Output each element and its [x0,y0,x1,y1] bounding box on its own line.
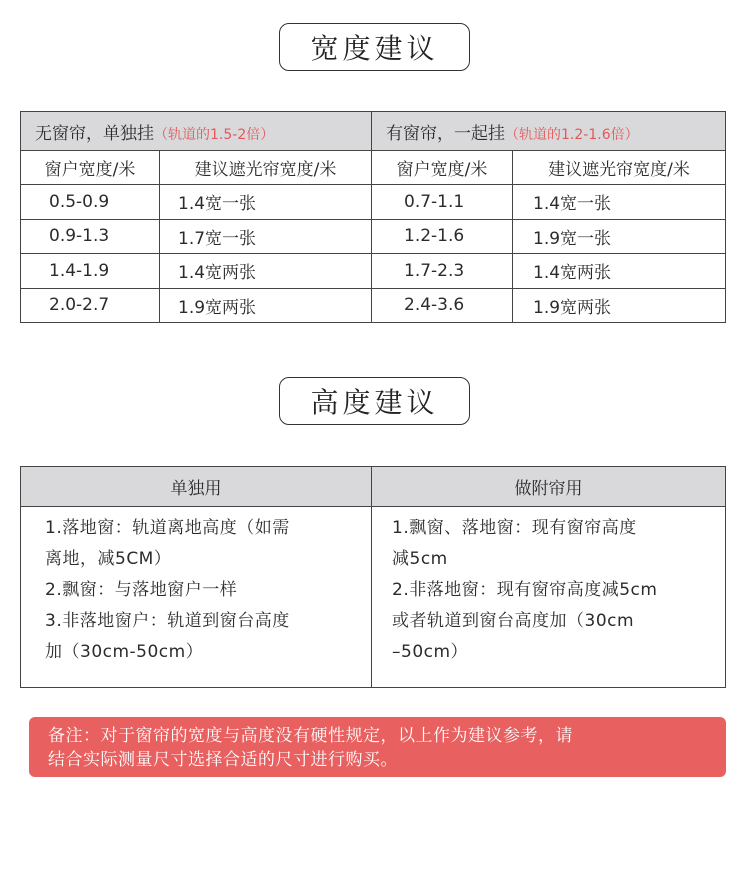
width-section-title: 宽度建议 [279,23,470,71]
no-curtain-label: 无窗帘，单独挂 [35,123,154,144]
note-line: 1.飘窗、落地窗：现有窗帘高度 [392,518,637,538]
height-recommendation-table [20,466,726,688]
table-cell: 1.9宽一张 [513,219,726,254]
height-section-title: 高度建议 [279,377,470,425]
secondary-curtain-header: 做附帘用 [372,467,726,507]
table-cell: 0.5-0.9 [21,185,160,220]
table-row [21,288,726,323]
no-curtain-header [21,112,372,151]
width-table-group-header [21,112,726,151]
table-cell: 1.2-1.6 [372,219,513,254]
secondary-curtain-notes [372,507,726,688]
note-line: 加（30cm-50cm） [45,642,204,662]
table-cell: 1.9宽两张 [513,288,726,323]
table-cell: 1.9宽两张 [160,288,372,323]
with-curtain-ratio-note: （轨道的1.2-1.6倍） [505,126,639,143]
remark-line: 备注：对于窗帘的宽度与高度没有硬性规定，以上作为建议参考，请 [48,726,573,746]
note-line: –50cm） [392,642,469,662]
table-cell: 1.7宽一张 [160,219,372,254]
note-line: 1.落地窗：轨道离地高度（如需 [45,518,290,538]
width-table-column-header [21,151,726,185]
table-row [21,254,726,289]
table-cell: 1.4-1.9 [21,254,160,289]
col-header-blackout-width: 建议遮光帘宽度/米 [160,151,372,185]
note-line: 2.非落地窗：现有窗帘高度减5cm [392,580,658,600]
note-line: 2.飘窗：与落地窗户一样 [45,580,238,600]
table-cell: 1.4宽两张 [160,254,372,289]
table-row [21,219,726,254]
height-table-header [21,467,726,507]
table-cell: 1.4宽两张 [513,254,726,289]
col-header-blackout-width: 建议遮光帘宽度/米 [513,151,726,185]
table-cell: 2.4-3.6 [372,288,513,323]
note-line: 或者轨道到窗台高度加（30cm [392,611,635,631]
table-cell: 0.7-1.1 [372,185,513,220]
remark-banner [29,717,726,777]
table-row [21,185,726,220]
table-cell: 1.7-2.3 [372,254,513,289]
table-cell: 1.4宽一张 [160,185,372,220]
with-curtain-header [372,112,726,151]
standalone-use-header: 单独用 [21,467,372,507]
remark-line: 结合实际测量尺寸选择合适的尺寸进行购买。 [48,750,398,770]
with-curtain-label: 有窗帘，一起挂 [386,123,506,144]
standalone-use-notes [21,507,372,688]
col-header-window-width: 窗户宽度/米 [21,151,160,185]
height-table-body [21,507,726,688]
table-cell: 0.9-1.3 [21,219,160,254]
note-line: 离地，减5CM） [45,549,172,569]
table-cell: 2.0-2.7 [21,288,160,323]
no-curtain-ratio-note: （轨道的1.5-2倍） [154,126,275,143]
width-recommendation-table [20,111,726,323]
table-cell: 1.4宽一张 [513,185,726,220]
note-line: 3.非落地窗户：轨道到窗台高度 [45,611,290,631]
col-header-window-width: 窗户宽度/米 [372,151,513,185]
note-line: 减5cm [392,549,448,569]
